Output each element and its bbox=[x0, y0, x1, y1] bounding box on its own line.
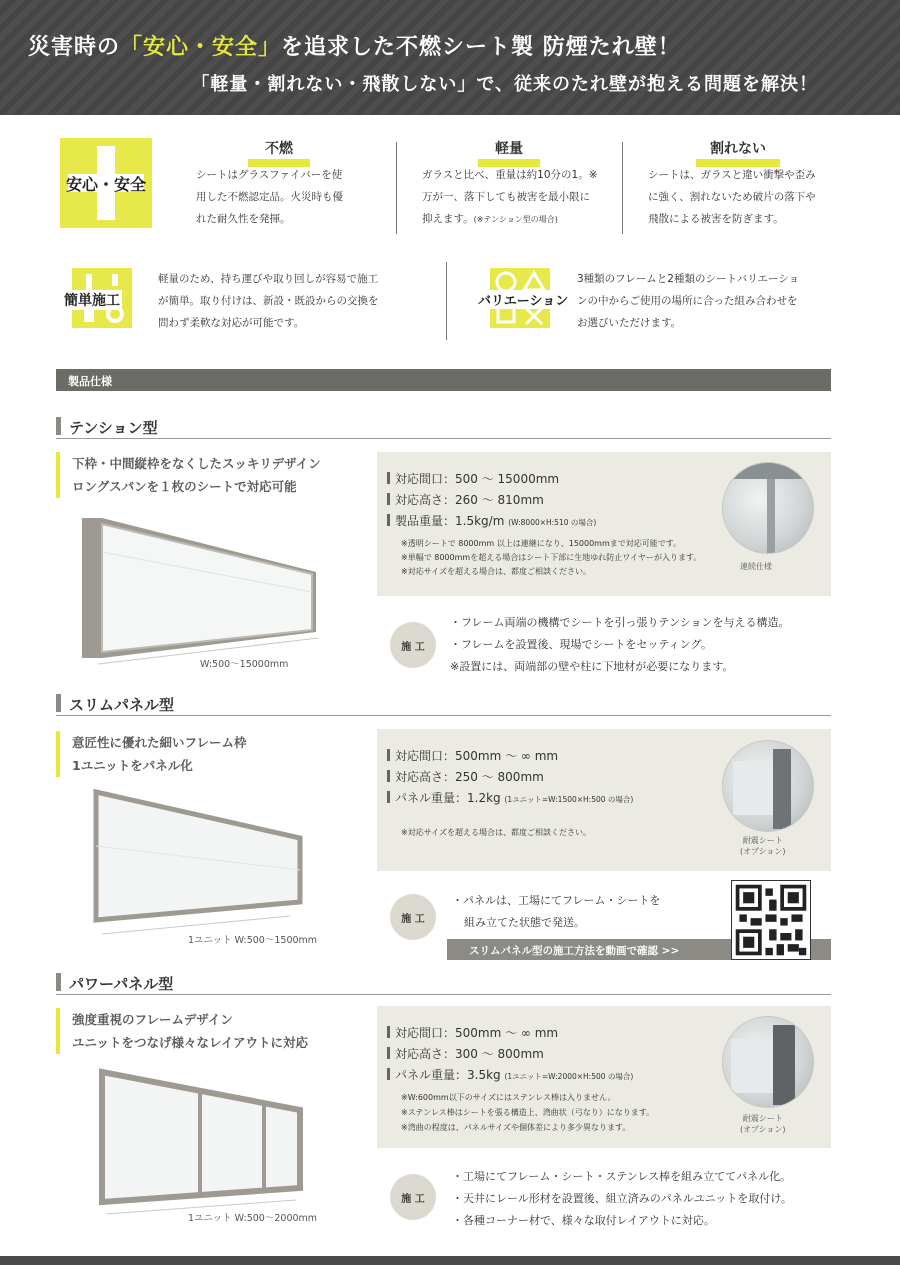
header-subheadline: 「軽量・割れない・飛散しない」で、従来のたれ壁が抱える問題を解決！ bbox=[191, 74, 818, 95]
tension-construction-text: ・フレーム両端の機構でシートを引っ張りテンションを与える構造。 ・フレームを設置後、現場でシートをセッティング。 ※設置には、両端部の壁や柱に下地材が必要になります。 bbox=[450, 616, 790, 673]
slim-video-link[interactable]: スリムパネル型の施工方法を動画で確認 >> bbox=[447, 939, 831, 960]
spec-weight: パネル重量：3.5kg (1ユニット=W:2000×H:500 の場合) bbox=[395, 1068, 634, 1082]
spec-note: ※対応サイズを超える場合は、都度ご相談ください。 bbox=[401, 567, 592, 576]
power-lead: 強度重視のフレームデザイン ユニットをつなげ様々なレイアウトに対応 bbox=[56, 1008, 308, 1054]
feature-title-unbreakable: 割れない bbox=[696, 142, 780, 167]
feature-text-unbreakable: シートは、ガラスと違い衝撃や歪み に強く、割れないため破片の落下や 飛散による被害を防ぎます。 bbox=[648, 169, 816, 225]
slim-photo-caption: 耐震シート (オプション) bbox=[740, 836, 786, 856]
power-construction-badge: 施 工 bbox=[390, 1174, 436, 1220]
spec-weight: 製品重量：1.5kg/m (W:8000×H:510 の場合) bbox=[395, 514, 597, 528]
slim-lead: 意匠性に優れた細いフレーム枠 1ユニットをパネル化 bbox=[56, 731, 247, 777]
easy-construction-badge-label: 簡単施工 bbox=[62, 290, 122, 310]
power-type-heading: パワーパネル型 bbox=[56, 971, 831, 995]
spec-weight: パネル重量：1.2kg (1ユニット=W:1500×H:500 の場合) bbox=[395, 791, 634, 805]
spec-note: ※単幅で 8000mmを超える場合はシート下部に生地ゆれ防止ワイヤーが入ります。 bbox=[401, 553, 702, 562]
variation-badge-label: バリエーション bbox=[476, 290, 570, 309]
spec-opening: 対応間口：500 ～ 15000mm bbox=[395, 472, 560, 486]
tension-type-heading: テンション型 bbox=[56, 415, 831, 439]
feature-text-nonflammable: シートはグラスファイバーを使 用した不燃認定品。火災時も優 れた耐久性を発揮。 bbox=[196, 169, 343, 225]
power-detail-photo bbox=[722, 1016, 814, 1108]
divider bbox=[396, 142, 397, 234]
header-headline: 災害時の「安心・安全」を追求した不燃シート製 防煙たれ壁！ bbox=[28, 35, 681, 60]
tension-lead: 下枠・中間縦枠をなくしたスッキリデザイン ロングスパンを１枚のシートで対応可能 bbox=[56, 452, 321, 498]
tension-detail-photo bbox=[722, 462, 814, 554]
qr-code-icon bbox=[732, 881, 810, 959]
spec-note: ※W:600mm以下のサイズにはステンレス棒は入りません。 bbox=[401, 1093, 616, 1102]
feature-title-lightweight: 軽量 bbox=[478, 142, 540, 167]
spec-note: ※ステンレス棒はシートを張る構造上、湾曲状（弓なり）になります。 bbox=[401, 1108, 655, 1117]
slim-width-label: 1ユニット W:500～1500mm bbox=[188, 935, 318, 946]
spec-opening: 対応間口：500mm ～ ∞ mm bbox=[395, 749, 559, 763]
qr-code[interactable] bbox=[731, 880, 811, 960]
section-title-bar bbox=[56, 369, 831, 391]
divider bbox=[446, 262, 447, 340]
power-photo-caption: 耐震シート (オプション) bbox=[740, 1114, 786, 1134]
slim-construction-badge: 施 工 bbox=[390, 894, 436, 940]
spec-note: ※対応サイズを超える場合は、都度ご相談ください。 bbox=[401, 828, 592, 837]
tension-product-image bbox=[78, 512, 328, 672]
power-width-label: 1ユニット W:500～2000mm bbox=[188, 1213, 318, 1224]
slim-type-heading: スリムパネル型 bbox=[56, 692, 831, 716]
tension-width-label: W:500～15000mm bbox=[200, 659, 289, 670]
spec-height: 対応高さ：260 ～ 810mm bbox=[395, 493, 544, 507]
tension-photo-caption: 連続仕様 bbox=[740, 562, 772, 571]
safety-badge-label: 安心・安全 bbox=[65, 175, 146, 194]
tension-construction-badge: 施 工 bbox=[390, 622, 436, 668]
spec-note: ※透明シートで 8000mm 以上は連継になり、15000mmまで対応可能です。 bbox=[401, 539, 682, 548]
feature-text-easy-construction: 軽量のため、持ち運びや取り回しが容易で施工 が簡単。取り付けは、新設・既設からの交換を 問わず柔軟な対応が可能です。 bbox=[158, 273, 379, 329]
section-title: 製品仕様 bbox=[68, 375, 112, 388]
slim-detail-photo bbox=[722, 740, 814, 832]
spec-height: 対応高さ：250 ～ 800mm bbox=[395, 770, 544, 784]
header-banner bbox=[0, 0, 900, 115]
spec-note: ※湾曲の程度は、パネルサイズや個体差により多少異なります。 bbox=[401, 1123, 631, 1132]
feature-text-variation: 3種類のフレームと2種類のシートバリエーショ ンの中からご使用の場所に合った組み合わせを お選びいただけます。 bbox=[577, 273, 800, 329]
power-product-image bbox=[96, 1066, 310, 1216]
spec-height: 対応高さ：300 ～ 800mm bbox=[395, 1047, 544, 1061]
divider bbox=[622, 142, 623, 234]
power-construction-text: ・工場にてフレーム・シート・ステンレス棒を組み立ててパネル化。 ・天井にレール形材を設置後、組立済みのパネルユニットを取付け。 ・各種コーナー材で、様々な取付レイアウトに対応。 bbox=[452, 1170, 792, 1227]
footer-bar bbox=[0, 1256, 900, 1265]
feature-text-lightweight: ガラスと比べ、重量は約10分の1。※ 万が一、落下しても被害を最小限に 抑えます。(※テンション型の場合) bbox=[422, 169, 598, 225]
feature-title-nonflammable: 不燃 bbox=[248, 142, 310, 167]
slim-product-image bbox=[90, 786, 310, 936]
slim-construction-text: ・パネルは、工場にてフレーム・シートを 組み立てた状態で発送。 bbox=[452, 894, 661, 929]
spec-opening: 対応間口：500mm ～ ∞ mm bbox=[395, 1026, 559, 1040]
